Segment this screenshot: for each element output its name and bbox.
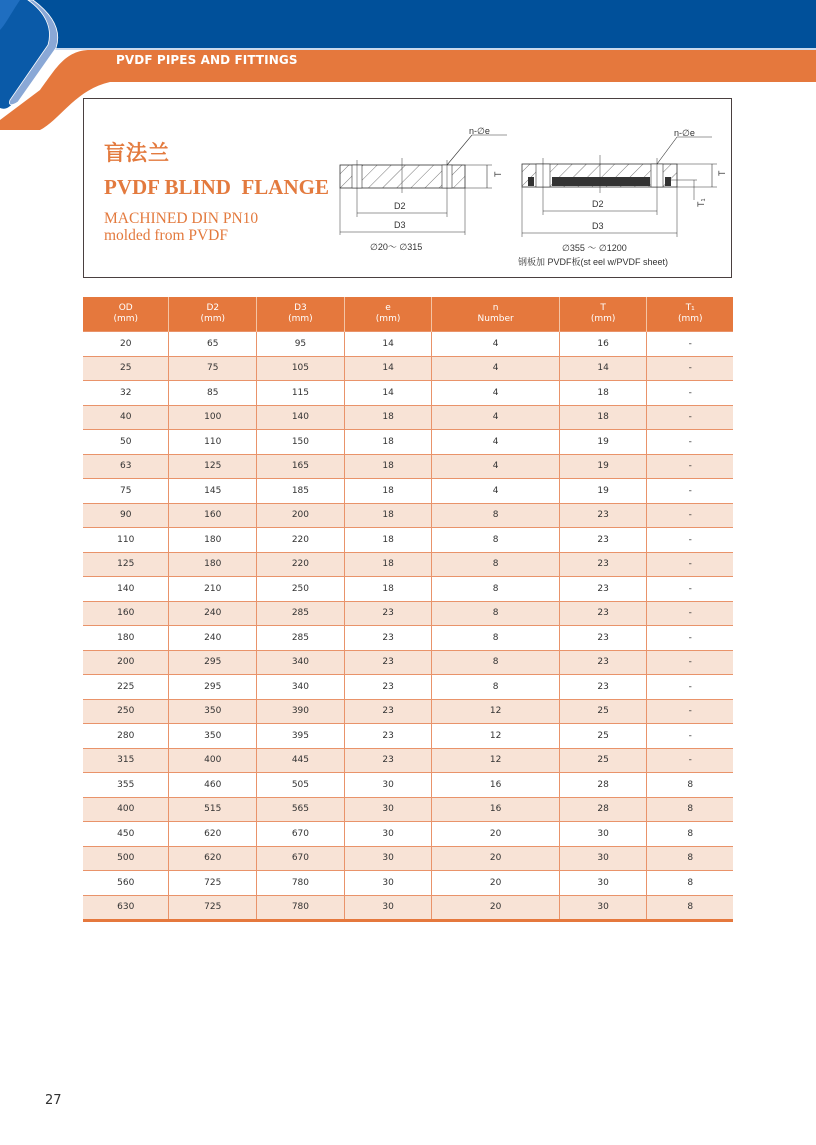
table-cell: 23 xyxy=(344,699,432,724)
table-cell: 8 xyxy=(432,503,559,528)
table-cell: 180 xyxy=(169,528,257,553)
table-cell: 30 xyxy=(344,871,432,896)
table-cell: 32 xyxy=(83,381,169,406)
table-cell: 50 xyxy=(83,430,169,455)
column-header-unit: (mm) xyxy=(200,314,226,324)
table-cell: 110 xyxy=(169,430,257,455)
table-row xyxy=(83,650,733,675)
table-cell: 20 xyxy=(432,822,559,847)
table-cell: 25 xyxy=(559,748,647,773)
range-label: ∅355 ～ ∅1200 xyxy=(562,243,627,253)
table-cell: 200 xyxy=(83,650,169,675)
table-cell: 450 xyxy=(83,822,169,847)
table-cell: 20 xyxy=(432,846,559,871)
table-cell: - xyxy=(647,454,733,479)
table-cell: 670 xyxy=(257,846,345,871)
table-cell: 18 xyxy=(559,381,647,406)
table-row xyxy=(83,528,733,553)
table-cell: 23 xyxy=(559,601,647,626)
table-cell: - xyxy=(647,601,733,626)
table-row xyxy=(83,430,733,455)
column-header-name: T xyxy=(600,303,606,313)
table-cell: 14 xyxy=(344,381,432,406)
table-cell: 8 xyxy=(647,773,733,798)
column-header-name: D2 xyxy=(206,303,220,313)
table-row xyxy=(83,454,733,479)
steel-sheet xyxy=(552,177,650,186)
table-cell: - xyxy=(647,650,733,675)
band-divider xyxy=(0,48,816,50)
table-cell: 28 xyxy=(559,797,647,822)
table-cell: 780 xyxy=(257,871,345,896)
table-cell: 23 xyxy=(559,626,647,651)
column-header xyxy=(432,297,559,332)
table-cell: 125 xyxy=(169,454,257,479)
table-cell: 565 xyxy=(257,797,345,822)
column-header-name: n xyxy=(492,303,499,313)
table-row xyxy=(83,822,733,847)
table-cell: 18 xyxy=(344,577,432,602)
table-cell: 160 xyxy=(83,601,169,626)
table-cell: 16 xyxy=(432,797,559,822)
table-cell: 280 xyxy=(83,724,169,749)
table-cell: 23 xyxy=(344,724,432,749)
column-header-unit: (mm) xyxy=(113,314,138,324)
table-cell: 12 xyxy=(432,699,559,724)
table-cell: 8 xyxy=(432,552,559,577)
table-cell: 25 xyxy=(559,699,647,724)
table-cell: 14 xyxy=(559,356,647,381)
table-cell: 350 xyxy=(169,699,257,724)
table-cell: 390 xyxy=(257,699,345,724)
table-cell: 220 xyxy=(257,528,345,553)
table-cell: 14 xyxy=(344,356,432,381)
table-cell: 240 xyxy=(169,626,257,651)
table-cell: 18 xyxy=(559,405,647,430)
table-cell: 630 xyxy=(83,895,169,921)
table-cell: 180 xyxy=(83,626,169,651)
table-row xyxy=(83,871,733,896)
blue-band xyxy=(0,0,816,49)
table-cell: 400 xyxy=(169,748,257,773)
table-cell: 145 xyxy=(169,479,257,504)
table-cell: 90 xyxy=(83,503,169,528)
table-cell: 8 xyxy=(432,675,559,700)
table-cell: 460 xyxy=(169,773,257,798)
table-cell: 23 xyxy=(344,675,432,700)
table-cell: 75 xyxy=(169,356,257,381)
table-cell: 14 xyxy=(344,332,432,357)
table-cell: 160 xyxy=(169,503,257,528)
spec-table xyxy=(83,297,733,922)
column-header xyxy=(83,297,169,332)
table-cell: 295 xyxy=(169,650,257,675)
column-header xyxy=(559,297,647,332)
product-title-en: PVDF BLIND FLANGE xyxy=(104,175,329,199)
table-cell: 4 xyxy=(432,405,559,430)
table-cell: 4 xyxy=(432,479,559,504)
table-cell: 620 xyxy=(169,822,257,847)
table-cell: 150 xyxy=(257,430,345,455)
table-cell: 115 xyxy=(257,381,345,406)
table-cell: 165 xyxy=(257,454,345,479)
column-header-unit: (mm) xyxy=(288,314,313,324)
column-header xyxy=(257,297,345,332)
hole-label: n-∅e xyxy=(469,126,490,136)
small-flange-drawing xyxy=(332,125,512,255)
table-cell: 8 xyxy=(432,528,559,553)
table-cell: 12 xyxy=(432,748,559,773)
table-row xyxy=(83,479,733,504)
table-cell: - xyxy=(647,699,733,724)
table-row xyxy=(83,503,733,528)
table-row xyxy=(83,748,733,773)
table-cell: 8 xyxy=(432,601,559,626)
table-row xyxy=(83,895,733,921)
table-cell: 30 xyxy=(344,895,432,921)
column-header-unit: Number xyxy=(477,314,514,324)
table-cell: 20 xyxy=(83,332,169,357)
table-cell: 110 xyxy=(83,528,169,553)
table-row xyxy=(83,699,733,724)
table-row xyxy=(83,675,733,700)
table-cell: - xyxy=(647,503,733,528)
product-subtitle-2: molded from PVDF xyxy=(104,227,228,244)
table-row xyxy=(83,332,733,357)
table-cell: 18 xyxy=(344,479,432,504)
table-cell: 100 xyxy=(169,405,257,430)
table-cell: 180 xyxy=(169,552,257,577)
table-cell: - xyxy=(647,626,733,651)
section-title: PVDF PIPES AND FITTINGS xyxy=(116,53,298,67)
table-cell: 95 xyxy=(257,332,345,357)
table-row xyxy=(83,405,733,430)
column-header-unit: (mm) xyxy=(375,314,401,324)
table-cell: 445 xyxy=(257,748,345,773)
column-header-name: OD xyxy=(118,303,133,313)
table-cell: 8 xyxy=(432,626,559,651)
table-cell: 725 xyxy=(169,871,257,896)
table-cell: 250 xyxy=(257,577,345,602)
column-header-unit: (mm) xyxy=(677,314,703,324)
table-cell: 285 xyxy=(257,626,345,651)
table-cell: 560 xyxy=(83,871,169,896)
table-cell: 250 xyxy=(83,699,169,724)
table-row xyxy=(83,577,733,602)
table-cell: 16 xyxy=(432,773,559,798)
table-row xyxy=(83,381,733,406)
table-cell: 30 xyxy=(559,871,647,896)
table-cell: 23 xyxy=(344,601,432,626)
column-header xyxy=(169,297,257,332)
d2-label: D2 xyxy=(394,201,406,211)
table-cell: 515 xyxy=(169,797,257,822)
table-cell: 8 xyxy=(647,895,733,921)
column-header-name: D3 xyxy=(294,303,307,313)
table-cell: 23 xyxy=(559,552,647,577)
table-row xyxy=(83,356,733,381)
table-cell: - xyxy=(647,528,733,553)
table-cell: 23 xyxy=(344,650,432,675)
table-cell: 23 xyxy=(559,650,647,675)
table-cell: 8 xyxy=(647,797,733,822)
table-cell: 8 xyxy=(432,577,559,602)
table-cell: 18 xyxy=(344,528,432,553)
table-cell: 395 xyxy=(257,724,345,749)
table-cell: 340 xyxy=(257,675,345,700)
column-header xyxy=(647,297,733,332)
product-box xyxy=(83,98,732,278)
table-cell: 225 xyxy=(83,675,169,700)
table-cell: 780 xyxy=(257,895,345,921)
table-header-row xyxy=(83,297,733,332)
table-body xyxy=(83,332,733,921)
table-row xyxy=(83,846,733,871)
table-cell: 20 xyxy=(432,871,559,896)
table-cell: 19 xyxy=(559,454,647,479)
table-cell: - xyxy=(647,748,733,773)
table-cell: 350 xyxy=(169,724,257,749)
table-cell: 200 xyxy=(257,503,345,528)
steel-sheet-left xyxy=(528,177,534,186)
table-row xyxy=(83,626,733,651)
table-cell: 4 xyxy=(432,381,559,406)
large-flange-drawing xyxy=(512,125,727,275)
t1-label: T₁ xyxy=(696,198,706,207)
table-cell: 8 xyxy=(647,846,733,871)
column-header-name: T₁ xyxy=(685,303,695,313)
table-cell: 340 xyxy=(257,650,345,675)
table-cell: - xyxy=(647,405,733,430)
table-cell: 25 xyxy=(83,356,169,381)
thickness-label: T xyxy=(717,170,727,176)
table-cell: 23 xyxy=(344,626,432,651)
table-row xyxy=(83,797,733,822)
table-cell: 505 xyxy=(257,773,345,798)
table-cell: 140 xyxy=(257,405,345,430)
table-cell: - xyxy=(647,479,733,504)
table-cell: 105 xyxy=(257,356,345,381)
table-cell: 8 xyxy=(647,822,733,847)
table-cell: 30 xyxy=(559,895,647,921)
table-cell: 12 xyxy=(432,724,559,749)
table-cell: 185 xyxy=(257,479,345,504)
table-cell: - xyxy=(647,356,733,381)
table-cell: 28 xyxy=(559,773,647,798)
table-cell: 400 xyxy=(83,797,169,822)
range-label: ∅20～ ∅315 xyxy=(370,242,423,252)
steel-note: 钢板加 PVDF板(st eel w/PVDF sheet) xyxy=(518,257,669,267)
d3-label: D3 xyxy=(592,221,604,231)
product-title-cn: 盲法兰 xyxy=(104,141,170,165)
table-row xyxy=(83,773,733,798)
product-subtitle-1: MACHINED DIN PN10 xyxy=(104,210,259,227)
table-cell: 725 xyxy=(169,895,257,921)
table-row xyxy=(83,601,733,626)
column-header-name: e xyxy=(385,303,391,313)
table-cell: 620 xyxy=(169,846,257,871)
table-cell: 8 xyxy=(432,650,559,675)
table-cell: 23 xyxy=(559,503,647,528)
table-row xyxy=(83,724,733,749)
table-cell: - xyxy=(647,381,733,406)
table-cell: - xyxy=(647,675,733,700)
table-cell: 4 xyxy=(432,430,559,455)
table-cell: 4 xyxy=(432,356,559,381)
table-cell: 30 xyxy=(559,846,647,871)
table-cell: 19 xyxy=(559,479,647,504)
table-cell: 285 xyxy=(257,601,345,626)
table-cell: 18 xyxy=(344,454,432,479)
table-cell: 75 xyxy=(83,479,169,504)
thickness-label: T xyxy=(493,171,503,177)
table-cell: 295 xyxy=(169,675,257,700)
table-cell: 8 xyxy=(647,871,733,896)
d2-label: D2 xyxy=(592,199,604,209)
table-cell: 355 xyxy=(83,773,169,798)
table-cell: - xyxy=(647,332,733,357)
table-cell: 30 xyxy=(559,822,647,847)
hole-label: n-∅e xyxy=(674,128,695,138)
table-cell: - xyxy=(647,430,733,455)
table-cell: 65 xyxy=(169,332,257,357)
d3-label: D3 xyxy=(394,220,406,230)
table-cell: 18 xyxy=(344,552,432,577)
table-cell: 40 xyxy=(83,405,169,430)
table-cell: 30 xyxy=(344,846,432,871)
column-header xyxy=(344,297,432,332)
table-cell: 4 xyxy=(432,454,559,479)
table-cell: 4 xyxy=(432,332,559,357)
table-cell: 125 xyxy=(83,552,169,577)
table-cell: 23 xyxy=(559,528,647,553)
table-cell: 18 xyxy=(344,430,432,455)
table-cell: 30 xyxy=(344,797,432,822)
table-cell: 240 xyxy=(169,601,257,626)
table-cell: 23 xyxy=(559,577,647,602)
table-cell: 25 xyxy=(559,724,647,749)
table-cell: 210 xyxy=(169,577,257,602)
table-cell: 220 xyxy=(257,552,345,577)
table-cell: 315 xyxy=(83,748,169,773)
column-header-unit: (mm) xyxy=(590,314,616,324)
table-cell: 63 xyxy=(83,454,169,479)
table-cell: 16 xyxy=(559,332,647,357)
table-cell: 23 xyxy=(559,675,647,700)
table-cell: 500 xyxy=(83,846,169,871)
table-cell: 670 xyxy=(257,822,345,847)
table-cell: 19 xyxy=(559,430,647,455)
table-cell: 85 xyxy=(169,381,257,406)
table-cell: - xyxy=(647,724,733,749)
table-cell: - xyxy=(647,552,733,577)
table-cell: 140 xyxy=(83,577,169,602)
table-cell: 18 xyxy=(344,503,432,528)
table-cell: 18 xyxy=(344,405,432,430)
table-cell: 30 xyxy=(344,773,432,798)
table-cell: 20 xyxy=(432,895,559,921)
page-number: 27 xyxy=(45,1093,62,1108)
table-cell: 30 xyxy=(344,822,432,847)
table-cell: 23 xyxy=(344,748,432,773)
table-row xyxy=(83,552,733,577)
steel-sheet-right xyxy=(665,177,671,186)
table-cell: - xyxy=(647,577,733,602)
